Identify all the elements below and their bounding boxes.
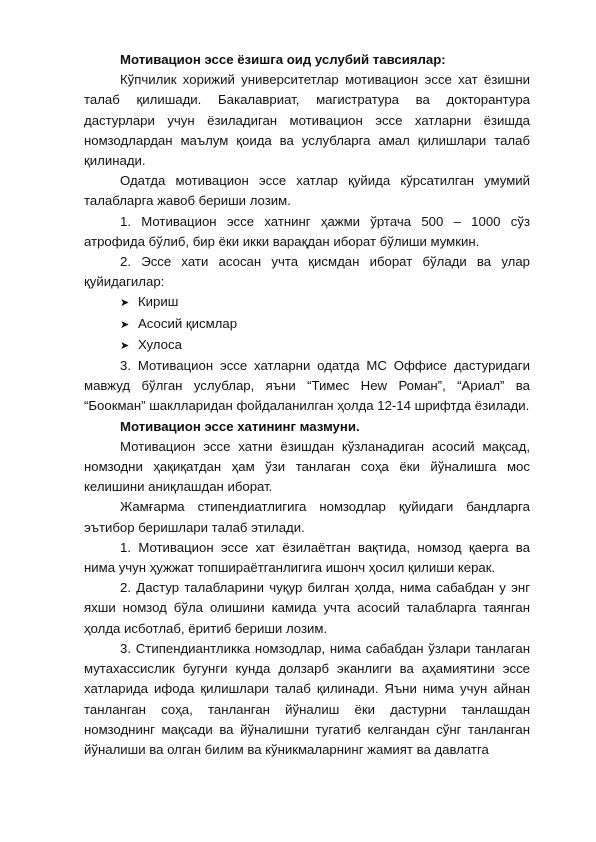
paragraph-structure: 2. Эссе хати асосан учта қисмдан иборат бўлади ва улар қуйидагилар:	[84, 254, 530, 290]
paragraph-candidate-points: Жамғарма стипендиатлигига номзодлар қуйидаги бандларга эътибор беришлари талаб этилади.	[84, 499, 530, 535]
section-heading-content: Мотивацион эссе хатининг мазмуни.	[120, 418, 360, 434]
paragraph-general-requirements: Одатда мотивацион эссе хатлар қуйида кўрсатилган умумий талабларга жавоб бериши лозим.	[84, 173, 530, 209]
paragraph-point-3: 3. Стипендиантликка номзодлар, нима сабабдан ўзлари танлаган мутахассислик бугунги кунда долзарб эканлиги ва аҳамиятини эссе хатларида ифода қилишлари талаб қилинади. Яъни нима учун айнан танланган соҳа, танланган йўналиш ёки дастурни танлашдан номзоднинг мақсади ва йўналишни тугатиб келгандан сўнг танланган йўналиши ва олган билим ва кўникмаларнинг жамият ва давлатга	[84, 640, 530, 757]
list-item-text: Асосий қисмлар	[138, 315, 238, 331]
paragraph-point-1: 1. Мотивацион эссе хат ёзилаётган вақтида, номзод қаерга ва нима учун ҳужжат топшираётганлигига ишонч ҳосил қилиши керак.	[84, 539, 530, 576]
list-item	[120, 314, 530, 335]
list-item-text: Кириш	[138, 294, 179, 310]
list-item-text: Хулоса	[138, 336, 182, 352]
paragraph-fonts: 3. Мотивацион эссе хатларни одатда МС Оффисе дастуридаги мавжуд бўлган услублар, яъни “Тимес Нew Роман”, “Ариал” ва “Боокман” шаклларидан фойдаланилган ҳолда 12-14 шрифтда ёзилади.	[84, 358, 530, 414]
structure-list	[84, 292, 530, 356]
paragraph-point-2: 2. Дастур талабларини чуқур билган ҳолда, нима сабабдан у энг яхши номзод бўла олишини камида учта асосий талабларга таянган ҳолда исботлаб, ёритиб бериши лозим.	[84, 580, 530, 636]
list-item	[120, 335, 530, 356]
section-heading-guidelines: Мотивацион эссе ёзишга оид услубий тавсиялар:	[120, 52, 446, 67]
list-item	[120, 292, 530, 313]
paragraph-intro: Кўпчилик хорижий университетлар мотивацион эссе хат ёзишни талаб қилишади. Бакалавриат, магистратура ва докторантура дастурлари учун ёзиладиган мотивацион эссе хатларни ёзишда номзодлардан маълум қоида ва услубларга амал қилишлари талаб қилинади.	[84, 72, 530, 169]
paragraph-main-goal: Мотивацион эссе хатни ёзишдан кўзланадиган асосий мақсад, номзодни ҳақиқатдан ҳам ўзи танлаган соҳа ёки йўналишга мос келишини аниқлашдан иборат.	[84, 438, 530, 495]
paragraph-length-requirement: 1. Мотивацион эссе хатнинг ҳажми ўртача 500 – 1000 сўз атрофида бўлиб, бир ёки икки варақдан иборат бўлиши мумкин.	[84, 213, 530, 249]
arrowhead-bullet-icon: ➤	[120, 297, 130, 310]
arrowhead-bullet-icon: ➤	[120, 318, 130, 331]
arrowhead-bullet-icon: ➤	[120, 339, 130, 352]
